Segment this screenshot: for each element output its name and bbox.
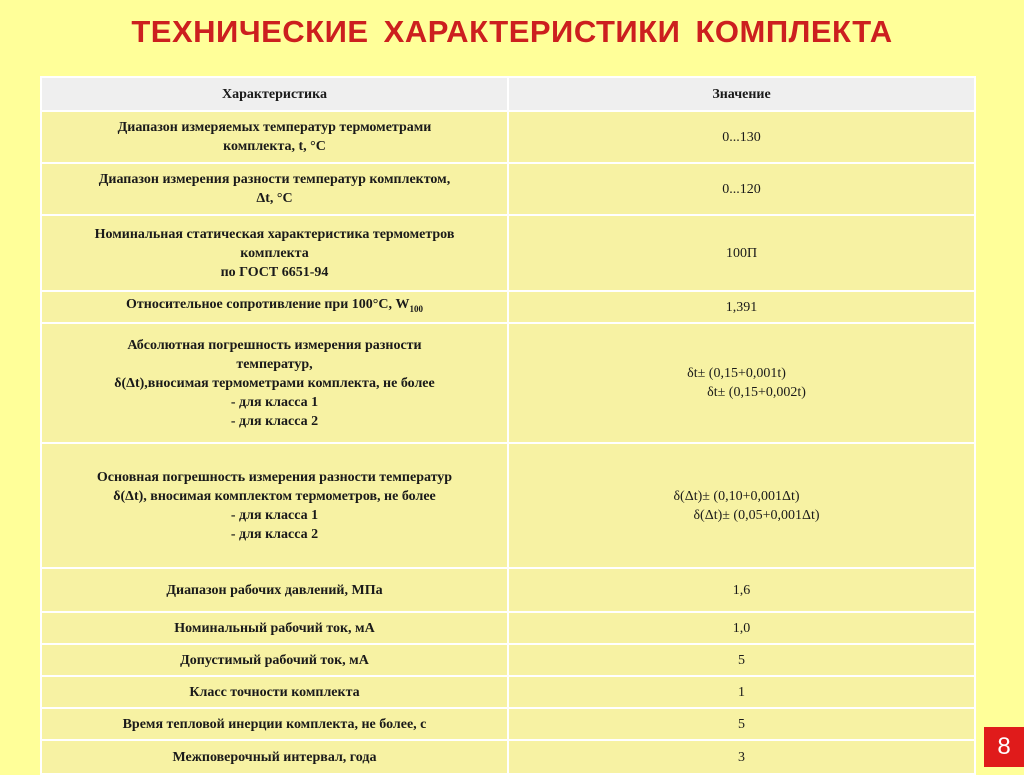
row-label: Номинальный рабочий ток, мА <box>41 612 508 644</box>
table-row <box>41 443 975 568</box>
table-row <box>41 163 975 215</box>
table-row <box>41 291 975 323</box>
row-label: Межповерочный интервал, года <box>41 740 508 774</box>
table-header-row <box>41 77 975 111</box>
row-value: 5 <box>508 644 975 676</box>
row-value: 1,0 <box>508 612 975 644</box>
row-label: Абсолютная погрешность измерения разности температур, δ(Δt),вносимая термометрами комплекта, не более - для класса 1 - для класса 2 <box>41 323 508 443</box>
table-row <box>41 323 975 443</box>
row-value: δ(Δt)± (0,10+0,001Δt) δ(Δt)± (0,05+0,001Δt) <box>508 443 975 568</box>
table-row <box>41 568 975 612</box>
row-value: δt± (0,15+0,001t) δt± (0,15+0,002t) <box>508 323 975 443</box>
row-value: 3 <box>508 740 975 774</box>
slide-title: ТЕХНИЧЕСКИЕ ХАРАКТЕРИСТИКИ КОМПЛЕКТА <box>131 14 893 49</box>
row-label: Диапазон рабочих давлений, МПа <box>41 568 508 612</box>
row-label: Номинальная статическая характеристика термометров комплекта по ГОСТ 6651-94 <box>41 215 508 291</box>
table-row <box>41 740 975 774</box>
row-value: 0...120 <box>508 163 975 215</box>
header-value: Значение <box>508 77 975 111</box>
table-row <box>41 644 975 676</box>
spec-table <box>40 76 976 775</box>
row-label: Допустимый рабочий ток, мА <box>41 644 508 676</box>
row-label: Относительное сопротивление при 100°С, $W_{100}$ <box>41 291 508 323</box>
table-row <box>41 215 975 291</box>
row-value: 5 <box>508 708 975 740</box>
row-value: 1,391 <box>508 291 975 323</box>
row-label: Основная погрешность измерения разности температур δ(Δt), вносимая комплектом термометров, не более - для класса 1 - для класса 2 <box>41 443 508 568</box>
row-label: Время тепловой инерции комплекта, не более, с <box>41 708 508 740</box>
page-number-badge: 8 <box>984 727 1024 767</box>
row-label: Диапазон измерения разности температур комплектом, Δt, °С <box>41 163 508 215</box>
table-row <box>41 612 975 644</box>
row-label: Класс точности комплекта <box>41 676 508 708</box>
row-value: 100П <box>508 215 975 291</box>
header-characteristic: Характеристика <box>41 77 508 111</box>
table-row <box>41 676 975 708</box>
row-label: Диапазон измеряемых температур термометрами комплекта, t, °С <box>41 111 508 163</box>
table-row <box>41 708 975 740</box>
row-value: 0...130 <box>508 111 975 163</box>
table-row <box>41 111 975 163</box>
row-value: 1,6 <box>508 568 975 612</box>
row-value: 1 <box>508 676 975 708</box>
